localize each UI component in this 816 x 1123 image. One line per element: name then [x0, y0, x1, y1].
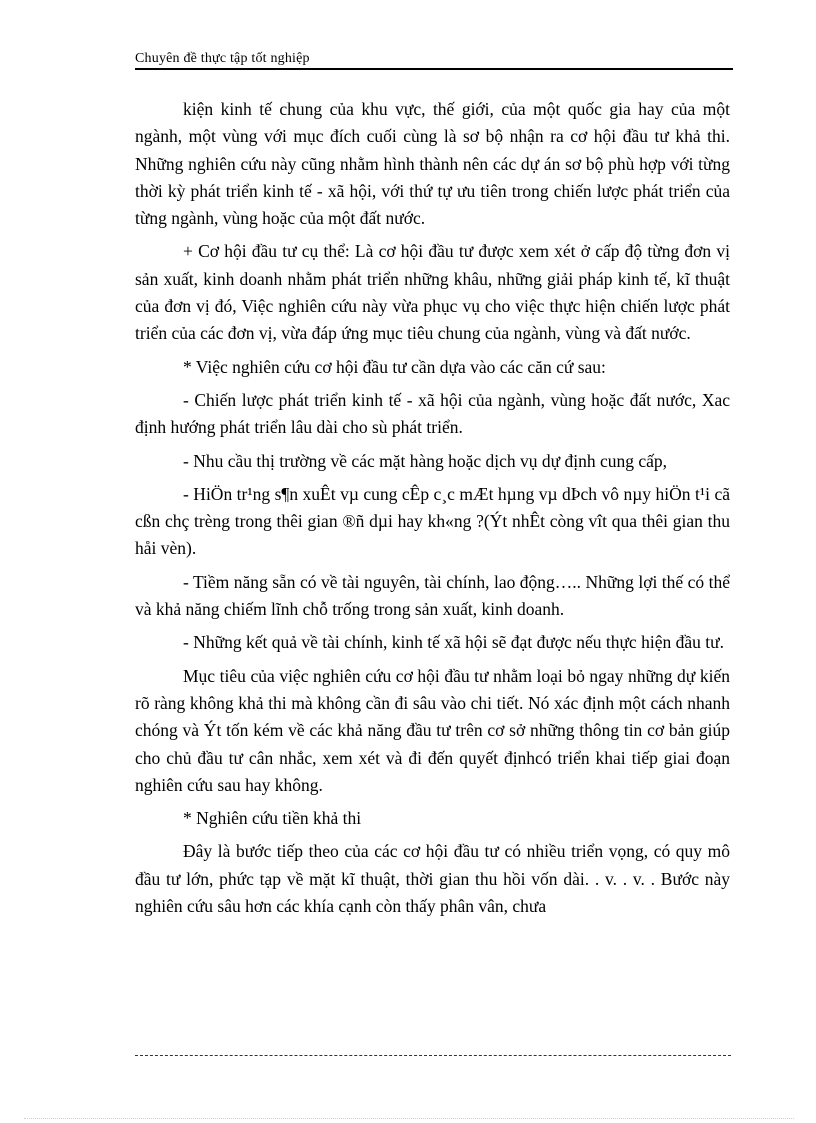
paragraph: * Việc nghiên cứu cơ hội đầu tư cần dựa vào các căn cứ sau: — [183, 356, 606, 377]
paragraph: - Chiến lược phát triển kinh tế - xã hội của ngành, vùng hoặc đất nước, Xac định hướng phát triển lâu dài cho sù phát triển. — [135, 389, 730, 438]
paragraph: kiện kinh tế chung của khu vực, thế giới, của một quốc gia hay của một ngành, một vùng với mục đích cuối cùng là sơ bộ nhận ra cơ hội đầu tư khả thi. Những nghiên cứu này cũng nhằm hình thành nên các dự án sơ bộ phù hợp với từng thời kỳ phát triển kinh tế - xã hội, với thứ tự ưu tiên trong chiến lược phát triển của từng ngành, vùng hoặc của một đất nước. — [135, 99, 730, 229]
paragraph: - Những kết quả về tài chính, kinh tế xã hội sẽ đạt được nếu thực hiện đầu tư. — [183, 632, 724, 653]
paragraph: - HiÖn tr¹ng s¶n xuÊt vµ cung cÊp c¸c mÆt hµng vµ dÞch vô nµy hiÖn t¹i cã cßn chç trèng trong thêi gian ®ñ dµi hay kh«ng ?(Ýt nhÊt còng vît qua thêi gian thu håi vèn). — [135, 483, 730, 559]
page-edge-divider — [24, 1118, 794, 1119]
header-title: Chuyên đề thực tập tốt nghiệp — [135, 51, 310, 66]
paragraph: - Tiềm năng sẵn có về tài nguyên, tài chính, lao động….. Những lợi thế có thể và khả năng chiếm lĩnh chỗ trống trong sản xuất, kinh doanh. — [135, 571, 730, 620]
paragraph: + Cơ hội đầu tư cụ thể: Là cơ hội đầu tư được xem xét ở cấp độ từng đơn vị sản xuất, kinh doanh nhằm phát triển những khâu, những giải pháp kinh tế, kĩ thuật của đơn vị đó, Việc nghiên cứu này vừa phục vụ cho việc thực hiện chiến lược phát triển của các đơn vị, vừa đáp ứng mục tiêu chung của ngành, vùng và đất nước. — [135, 241, 730, 344]
footer-divider — [135, 1055, 731, 1056]
paragraph: * Nghiên cứu tiền khả thi — [183, 808, 362, 829]
paragraph: Mục tiêu của việc nghiên cứu cơ hội đầu tư nhằm loại bỏ ngay những dự kiến rõ ràng không khả thi mà không cần đi sâu vào chi tiết. Nó xác định một cách nhanh chóng và Ýt tốn kém về các khả năng đầu tư trên cơ sở những thông tin cơ bản giúp cho chủ đầu tư cân nhắc, xem xét và đi đến quyết địnhcó triển khai tiếp giai đoạn nghiên cứu sau hay không. — [135, 665, 730, 795]
paragraph: - Nhu cầu thị trường về các mặt hàng hoặc dịch vụ dự định cung cấp, — [183, 450, 668, 471]
page-header — [135, 46, 733, 70]
document-body — [135, 96, 730, 926]
paragraph: Đây là bước tiếp theo của các cơ hội đầu tư có nhiều triển vọng, có quy mô đầu tư lớn, phức tạp về mặt kĩ thuật, thời gian thu hồi vốn dài. . v. . v. . Bước này nghiên cứu sâu hơn các khía cạnh còn thấy phân vân, chưa — [135, 841, 730, 917]
